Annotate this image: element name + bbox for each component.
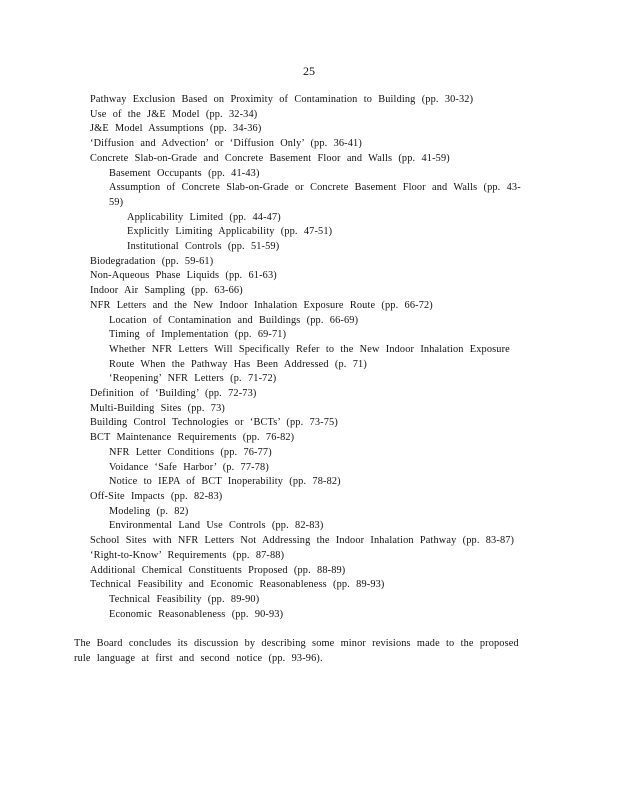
- toc-item-text: Concrete Slab-on-Grade and Concrete Basement Floor and Walls (pp. 41-59): [90, 152, 450, 164]
- toc-item: [74, 608, 534, 623]
- toc-item-text: Notice to IEPA of BCT Inoperability (pp. 78-82): [109, 476, 341, 488]
- toc-item: [74, 475, 534, 490]
- toc-item-text: Off-Site Impacts (pp. 82-83): [90, 490, 223, 502]
- toc-item-text: Assumption of Concrete Slab-on-Grade or Concrete Basement Floor and Walls (pp. 43-59): [109, 182, 521, 208]
- toc-item-text: Economic Reasonableness (pp. 90-93): [109, 608, 284, 620]
- toc-item-text: Applicability Limited (pp. 44-47): [127, 211, 281, 223]
- toc-item: [74, 93, 534, 108]
- toc-item: [74, 284, 534, 299]
- toc-item-text: Environmental Land Use Controls (pp. 82-83): [109, 520, 324, 532]
- toc-item-text: NFR Letter Conditions (pp. 76-77): [109, 446, 272, 458]
- toc-item: [74, 431, 534, 446]
- toc-item-text: Voidance ‘Safe Harbor’ (p. 77-78): [109, 461, 269, 473]
- toc-item-text: Definition of ‘Building’ (pp. 72-73): [90, 388, 257, 400]
- toc-item: [74, 269, 534, 284]
- table-of-contents: [74, 93, 534, 622]
- page-number: 25: [303, 64, 315, 78]
- toc-item: [74, 505, 534, 520]
- toc-item: [74, 446, 534, 461]
- toc-item-text: Institutional Controls (pp. 51-59): [127, 241, 280, 253]
- toc-item: [74, 122, 534, 137]
- toc-item: [74, 490, 534, 505]
- toc-item-text: J&E Model Assumptions (pp. 34-36): [90, 123, 262, 135]
- toc-item: [74, 137, 534, 152]
- toc-item-text: Technical Feasibility and Economic Reasonableness (pp. 89-93): [90, 579, 385, 591]
- toc-item-text: School Sites with NFR Letters Not Addressing the Indoor Inhalation Pathway (pp. 83-87): [90, 535, 515, 547]
- toc-item: [74, 564, 534, 579]
- toc-item: [74, 372, 534, 387]
- toc-item: [74, 593, 534, 608]
- toc-item: [74, 299, 534, 314]
- toc-item: [74, 534, 534, 549]
- toc-item-text: Biodegradation (pp. 59-61): [90, 255, 214, 267]
- toc-item-text: Modeling (p. 82): [109, 505, 189, 517]
- toc-item-text: BCT Maintenance Requirements (pp. 76-82): [90, 432, 295, 444]
- toc-item-text: Use of the J&E Model (pp. 32-34): [90, 108, 258, 120]
- toc-item: [74, 416, 534, 431]
- toc-item: [74, 314, 534, 329]
- toc-item-text: Non-Aqueous Phase Liquids (pp. 61-63): [90, 270, 277, 282]
- toc-item: [74, 328, 534, 343]
- toc-item: [74, 387, 534, 402]
- closing-paragraph: The Board concludes its discussion by describing some minor revisions made to the proposed rule language at first and second notice (pp. 93-96).: [74, 638, 519, 664]
- toc-item-text: Multi-Building Sites (pp. 73): [90, 402, 225, 414]
- toc-item: [74, 402, 534, 417]
- toc-item-text: Explicitly Limiting Applicability (pp. 47-51): [127, 226, 333, 238]
- toc-item-text: NFR Letters and the New Indoor Inhalation Exposure Route (pp. 66-72): [90, 299, 433, 311]
- toc-item: [74, 108, 534, 123]
- toc-item-text: Location of Contamination and Buildings (pp. 66-69): [109, 314, 359, 326]
- toc-item: [74, 549, 534, 564]
- toc-item-text: ‘Diffusion and Advection’ or ‘Diffusion Only’ (pp. 36-41): [90, 138, 362, 150]
- toc-item-text: Timing of Implementation (pp. 69-71): [109, 329, 287, 341]
- toc-item: [74, 152, 534, 167]
- toc-item: [74, 225, 534, 240]
- toc-item: [74, 578, 534, 593]
- toc-item: [74, 343, 534, 372]
- toc-item-text: Additional Chemical Constituents Proposed (pp. 88-89): [90, 564, 346, 576]
- toc-item: [74, 167, 534, 182]
- toc-item: [74, 519, 534, 534]
- toc-item: [74, 240, 534, 255]
- toc-item-text: Technical Feasibility (pp. 89-90): [109, 593, 260, 605]
- toc-item-text: ‘Right-to-Know’ Requirements (pp. 87-88): [90, 549, 285, 561]
- toc-item-text: Basement Occupants (pp. 41-43): [109, 167, 260, 179]
- toc-item-text: ‘Reopening’ NFR Letters (p. 71-72): [109, 373, 277, 385]
- toc-item: [74, 181, 534, 210]
- toc-item-text: Whether NFR Letters Will Specifically Refer to the New Indoor Inhalation Exposure Route When the Pathway Has Been Addressed (p. 71): [109, 343, 510, 370]
- toc-item: [74, 211, 534, 226]
- toc-item-text: Pathway Exclusion Based on Proximity of Contamination to Building (pp. 30-32): [90, 94, 474, 105]
- toc-item: [74, 255, 534, 270]
- toc-item: [74, 461, 534, 476]
- toc-item-text: Building Control Technologies or ‘BCTs’ (pp. 73-75): [90, 417, 338, 429]
- toc-item-text: Indoor Air Sampling (pp. 63-66): [90, 285, 243, 297]
